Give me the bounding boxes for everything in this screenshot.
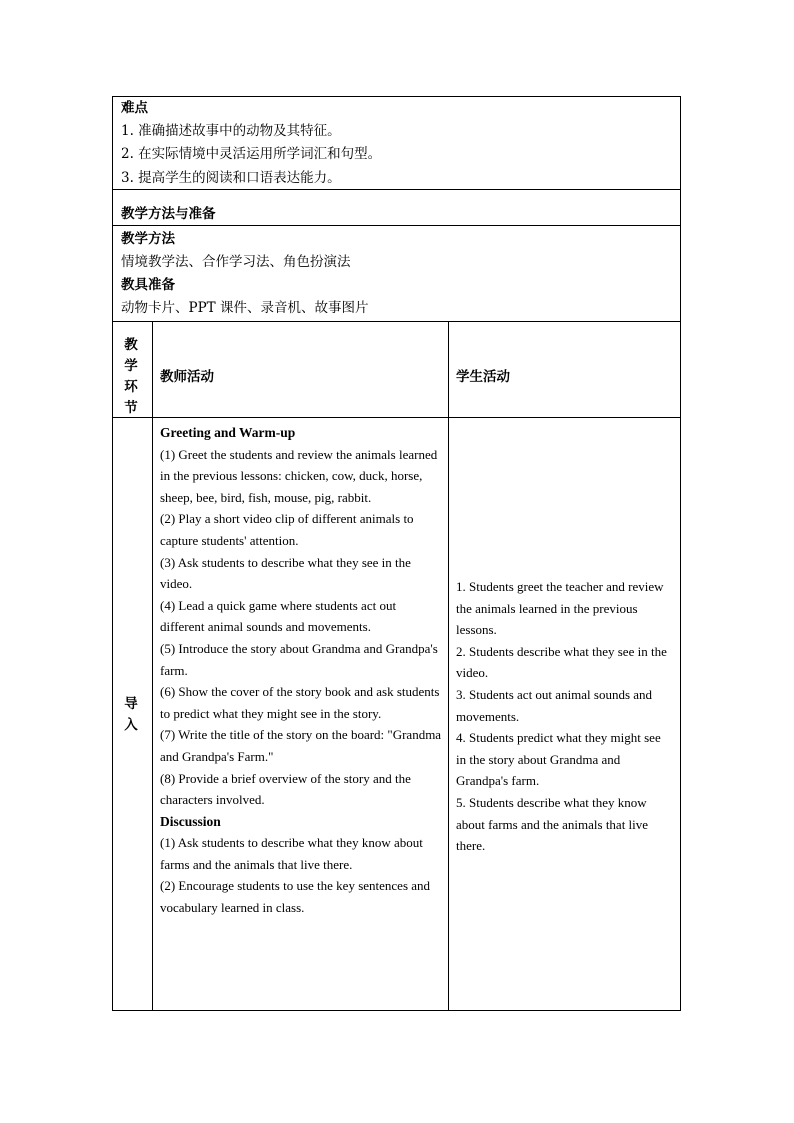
difficulty-item-1: 1. 准确描述故事中的动物及其特征。 <box>121 123 341 139</box>
stage-header-char: 环 <box>124 379 138 395</box>
teacher-item: (4) Lead a quick game where students act out different animal sounds and movements. <box>160 597 397 635</box>
tools-label: 教具准备 <box>121 277 175 293</box>
intro-stage-label <box>121 694 141 736</box>
discussion-heading: Discussion <box>160 813 221 829</box>
column-divider <box>448 321 449 1011</box>
teacher-item: (7) Write the title of the story on the board: "Grandma and Grandpa's Farm." <box>160 727 442 764</box>
difficulty-item-3: 3. 提高学生的阅读和口语表达能力。 <box>121 170 341 186</box>
stage-header-char: 学 <box>124 358 138 374</box>
student-item: 3. Students act out animal sounds and movements. <box>456 686 653 724</box>
teacher-activity-cell <box>160 422 442 919</box>
student-activity-cell <box>456 576 670 857</box>
column-divider <box>152 321 153 1011</box>
teacher-item: (1) Ask students to describe what they know about farms and the animals that live there. <box>160 835 423 872</box>
teacher-item: (2) Encourage students to use the key sentences and vocabulary learned in class. <box>160 878 431 916</box>
tools-value: 动物卡片、PPT 课件、录音机、故事图片 <box>121 300 369 316</box>
intro-stage-char: 入 <box>124 717 138 733</box>
student-item: 5. Students describe what they know about farms and the animals that live there. <box>456 794 649 854</box>
row-divider <box>113 417 680 418</box>
methods-value: 情境教学法、合作学习法、角色扮演法 <box>121 254 351 270</box>
student-item: 1. Students greet the teacher and review the animals learned in the previous lessons. <box>456 579 664 638</box>
row-divider <box>113 225 680 226</box>
student-item: 4. Students predict what they might see in the story about Grandma and Grandpa's farm. <box>456 730 661 789</box>
student-activity-header: 学生活动 <box>456 369 510 385</box>
teacher-activity-header: 教师活动 <box>160 369 214 385</box>
stage-header-char: 教 <box>124 337 138 353</box>
methods-section-title: 教学方法与准备 <box>121 206 216 222</box>
difficulty-title: 难点 <box>121 100 148 116</box>
teacher-item: (2) Play a short video clip of different animals to capture students' attention. <box>160 511 414 548</box>
lesson-plan-table <box>112 96 681 1011</box>
warmup-heading: Greeting and Warm-up <box>160 425 296 440</box>
methods-label: 教学方法 <box>121 231 175 247</box>
teacher-item: (6) Show the cover of the story book and ask students to predict what they might see in the story. <box>160 684 440 721</box>
teacher-item: (1) Greet the students and review the animals learned in the previous lessons: chicken, cow, duck, horse, sheep, bee, bird, fish, mouse, pig, rabbit. <box>160 446 438 505</box>
row-divider <box>113 189 680 190</box>
stage-header <box>121 335 141 419</box>
intro-stage-char: 导 <box>124 696 138 712</box>
teacher-item: (8) Provide a brief overview of the story and the characters involved. <box>160 770 411 808</box>
stage-header-char: 节 <box>124 400 138 416</box>
teacher-item: (3) Ask students to describe what they see in the video. <box>160 554 411 592</box>
student-item: 2. Students describe what they see in the video. <box>456 643 667 681</box>
difficulty-item-2: 2. 在实际情境中灵活运用所学词汇和句型。 <box>121 146 382 162</box>
teacher-item: (5) Introduce the story about Grandma and Grandpa's farm. <box>160 640 438 678</box>
row-divider <box>113 321 680 322</box>
